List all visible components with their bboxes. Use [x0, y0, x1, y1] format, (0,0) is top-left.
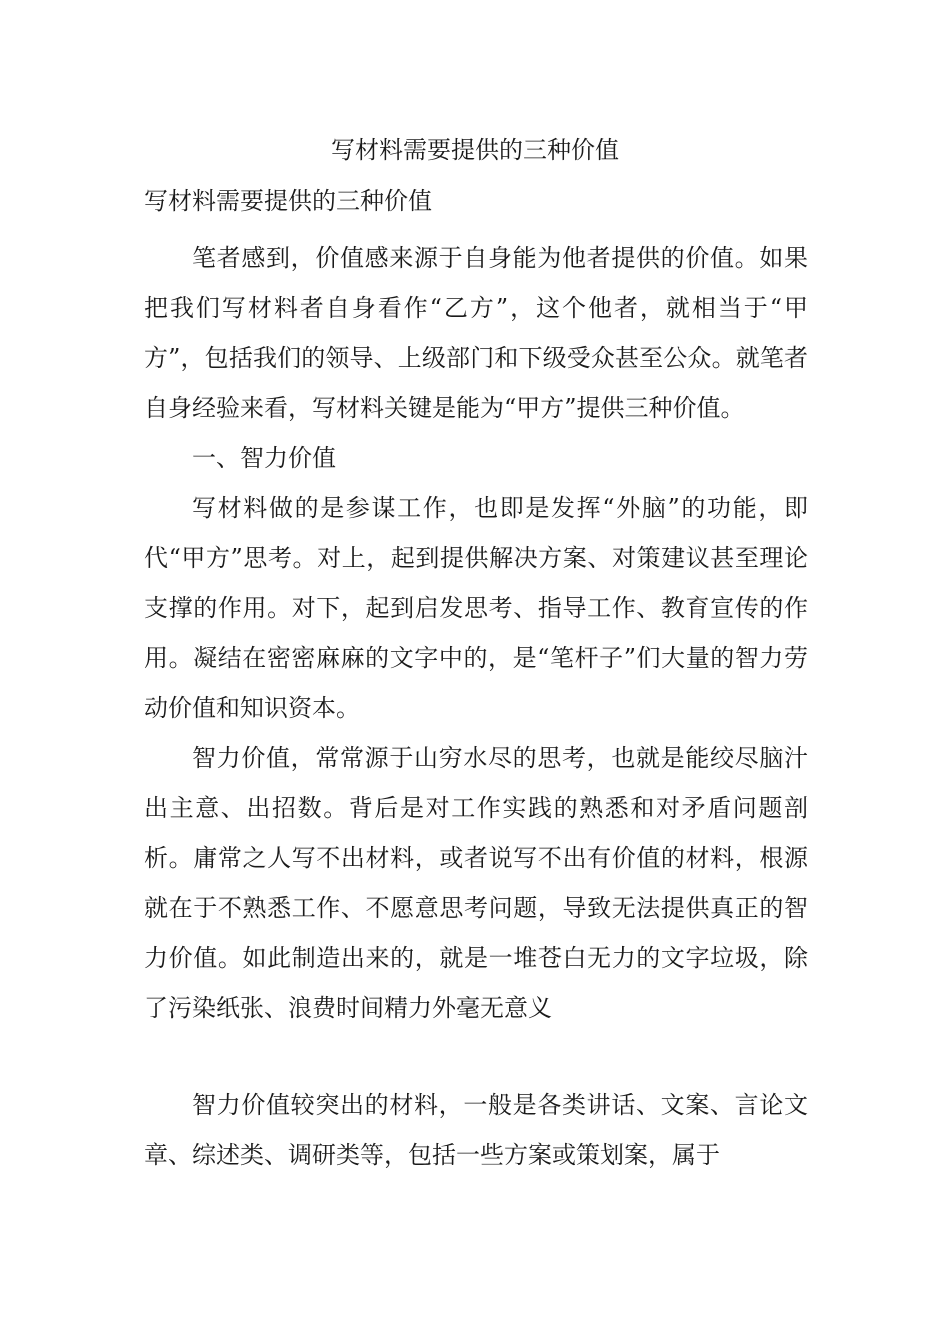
document-subtitle: 写材料需要提供的三种价值 — [144, 187, 432, 215]
paragraph-body-2: 智力价值，常常源于山穷水尽的思考，也就是能绞尽脑汁出主意、出招数。背后是对工作实践的熟悉和对矛盾问题剖析。庸常之人写不出材料，或者说写不出有价值的材料，根源就在于不熟悉工作、不愿意思考问题，导致无法提供真正的智力价值。如此制造出来的，就是一堆苍白无力的文字垃圾，除了污染纸张、浪费时间精力外毫无意义 — [144, 744, 808, 1022]
paragraph-body-1: 写材料做的是参谋工作，也即是发挥“外脑”的功能，即代“甲方”思考。对上，起到提供解决方案、对策建议甚至理论支撑的作用。对下，起到启发思考、指导工作、教育宣传的作用。凝结在密密麻麻的文字中的，是“笔杆子”们大量的智力劳动价值和知识资本。 — [144, 494, 808, 722]
paragraph-gap — [144, 1033, 808, 1080]
document-body — [144, 181, 808, 1180]
section-heading: 一、智力价值 — [192, 444, 336, 472]
paragraph-body-3: 智力价值较突出的材料，一般是各类讲话、文案、言论文章、综述类、调研类等，包括一些方案或策划案，属于 — [144, 1091, 808, 1169]
paragraph-intro: 笔者感到，价值感来源于自身能为他者提供的价值。如果把我们写材料者自身看作“乙方”，这个他者，就相当于“甲方”，包括我们的领导、上级部门和下级受众甚至公众。就笔者自身经验来看，写材料关键是能为“甲方”提供三种价值。 — [144, 244, 808, 422]
document-title: 写材料需要提供的三种价值 — [331, 136, 619, 164]
